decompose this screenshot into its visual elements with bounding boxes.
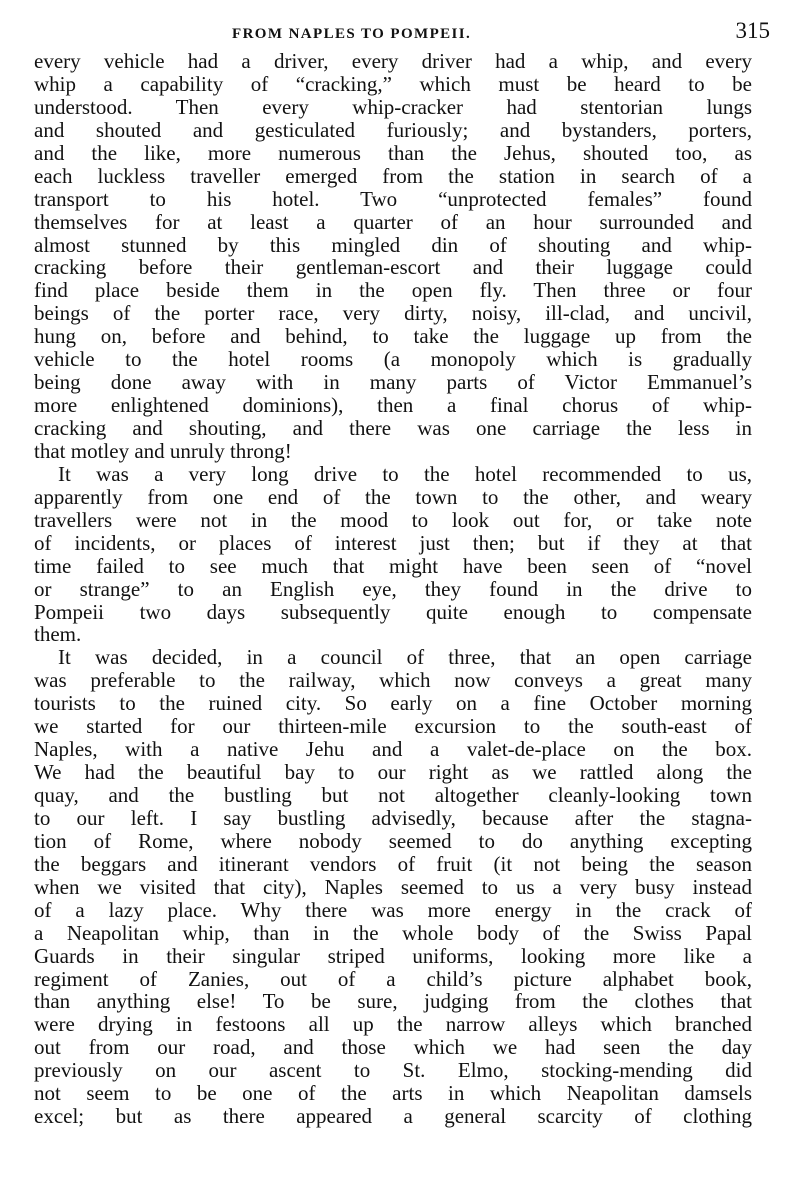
text-line: time failed to see much that might have been seen of “novel <box>34 553 752 578</box>
paragraph <box>34 646 752 1128</box>
text-line: of a lazy place. Why there was more energy in the crack of <box>34 897 752 922</box>
text-line: beings of the porter race, very dirty, noisy, ill-clad, and uncivil, <box>34 301 752 326</box>
text-line: find place beside them in the open fly. Then three or four <box>34 278 752 303</box>
text-line: It was decided, in a council of three, that an open carriage <box>58 645 752 670</box>
paragraph <box>34 50 752 463</box>
text-line: We had the beautiful bay to our right as we rattled along the <box>34 760 752 785</box>
text-line: almost stunned by this mingled din of shouting and whip- <box>34 232 752 257</box>
text-line: hung on, before and behind, to take the luggage up from the <box>34 324 752 349</box>
text-line: when we visited that city), Naples seemed to us a very busy instead <box>34 874 752 899</box>
text-line: understood. Then every whip-cracker had stentorian lungs <box>34 94 752 119</box>
text-line: excel; but as there appeared a general scarcity of clothing <box>34 1104 752 1129</box>
text-line: being done away with in many parts of Victor Emmanuel’s <box>34 370 752 395</box>
text-line: It was a very long drive to the hotel recommended to us, <box>58 461 752 486</box>
text-line: tion of Rome, where nobody seemed to do anything excepting <box>34 828 752 853</box>
text-line: cracking and shouting, and there was one carriage the less in <box>34 416 752 440</box>
text-line: we started for our thirteen-mile excursion to the south-east of <box>34 714 752 739</box>
text-line: were drying in festoons all up the narrow alleys which branched <box>34 1012 752 1037</box>
text-line: more enlightened dominions), then a final chorus of whip- <box>34 393 752 418</box>
text-line: and shouted and gesticulated furiously; and bystanders, porters, <box>34 117 752 142</box>
text-line: them. <box>34 622 82 647</box>
paragraph <box>34 463 752 647</box>
text-line: or strange” to an English eye, they found in the drive to <box>34 576 752 601</box>
book-page <box>34 18 770 1129</box>
text-line: to our left. I say bustling advisedly, because after the stagna- <box>34 805 752 830</box>
running-title: FROM NAPLES TO POMPEII. <box>232 26 472 42</box>
text-line: not seem to be one of the arts in which Neapolitan damsels <box>34 1081 752 1106</box>
text-line: regiment of Zanies, out of a child’s picture alphabet book, <box>34 966 752 991</box>
text-line: that motley and unruly throng! <box>34 438 292 463</box>
text-line: travellers were not in the mood to look out for, or take note <box>34 507 752 532</box>
text-line: was preferable to the railway, which now conveys a great many <box>34 668 752 693</box>
text-line: the beggars and itinerant vendors of fruit (it not being the season <box>34 851 752 876</box>
text-line: previously on our ascent to St. Elmo, stocking-mending did <box>34 1058 752 1083</box>
running-header <box>34 18 770 48</box>
text-line: quay, and the bustling but not altogether cleanly-looking town <box>34 783 752 807</box>
text-line: Guards in their singular striped uniforms, looking more like a <box>34 943 752 968</box>
text-line: transport to his hotel. Two “unprotected females” found <box>34 186 752 211</box>
text-line: themselves for at least a quarter of an hour surrounded and <box>34 209 752 234</box>
page-number: 315 <box>735 18 770 43</box>
body-text <box>34 50 752 1128</box>
text-line: a Neapolitan whip, than in the whole body of the Swiss Papal <box>34 920 752 945</box>
text-line: of incidents, or places of interest just then; but if they at that <box>34 530 752 555</box>
text-line: and the like, more numerous than the Jehus, shouted too, as <box>34 140 752 165</box>
text-line: out from our road, and those which we had seen the day <box>34 1035 752 1060</box>
text-line: vehicle to the hotel rooms (a monopoly which is gradually <box>34 347 752 372</box>
text-line: whip a capability of “cracking,” which must be heard to be <box>34 71 752 96</box>
text-line: than anything else! To be sure, judging from the clothes that <box>34 989 752 1014</box>
text-line: apparently from one end of the town to the other, and weary <box>34 484 752 509</box>
text-line: tourists to the ruined city. So early on a fine October morning <box>34 691 752 716</box>
text-line: Naples, with a native Jehu and a valet-de-place on the box. <box>34 737 752 762</box>
text-line: Pompeii two days subsequently quite enough to compensate <box>34 599 752 624</box>
text-line: every vehicle had a driver, every driver had a whip, and every <box>34 49 752 73</box>
text-line: cracking before their gentleman-escort and their luggage could <box>34 255 752 280</box>
text-line: each luckless traveller emerged from the station in search of a <box>34 163 752 188</box>
